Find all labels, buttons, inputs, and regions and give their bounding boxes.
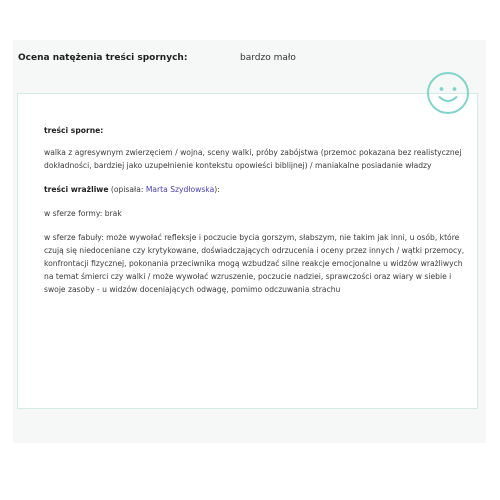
content-text-block xyxy=(44,124,469,296)
disputed-content-text: walka z agresywnym zwierzęciem / wojna, sceny walki, próby zabójstwa (przemoc pokazana bez realistycznej dokładności, bardziej jako uzupełnienie kontekstu opowieści biblijnej) / maniakalne posiadanie władzy xyxy=(44,148,462,170)
sensitive-content-line xyxy=(44,183,469,196)
smiley-face-icon xyxy=(425,70,471,116)
rating-row xyxy=(18,53,187,63)
author-prefix: (opisała: xyxy=(108,185,146,194)
disputed-content-heading: treści sporne: xyxy=(44,126,104,135)
sensitive-content-heading: treści wrażliwe xyxy=(44,185,109,194)
rating-value: bardzo mało xyxy=(240,53,296,63)
plot-sphere-text: w sferze fabuły: może wywołać refleksje i poczucie bycia gorszym, słabszym, nie takim jak inni, u osób, które czują się niedoceniane czy krytykowane, doświadczających odrzucenia i oceny przez innych / wątki przemocy, konfrontacji fizycznej, pokonania przeciwnika mogą wzbudzać silne reakcje emocjonalne u widzów wrażliwych na temat śmierci czy walki / może wywołać wzruszenie, poczucie nadziei, sprawczości oraz wiary w siebie i swoje zasoby - u widzów doceniających odwagę, pomimo odczuwania strachu xyxy=(44,233,465,294)
author-link[interactable]: Marta Szydłowska xyxy=(145,185,215,194)
author-suffix: ): xyxy=(214,185,220,194)
form-sphere-text: w sferze formy: brak xyxy=(44,209,122,218)
rating-label: Ocena natężenia treści spornych: xyxy=(18,53,188,63)
